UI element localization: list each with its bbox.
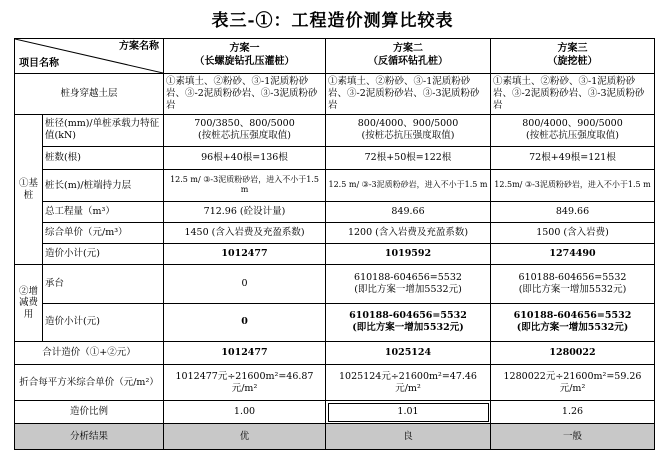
table-cell: 优: [164, 424, 326, 450]
table-cell: 12.5 m/ ③-3泥质粉砂岩，进入不小于1.5 m: [326, 170, 491, 202]
table-cell: 72根+49根=121根: [491, 146, 655, 169]
corner-top-label: 方案名称: [119, 41, 159, 52]
row-label: 桩数(根): [43, 146, 164, 169]
row-label: 合计造价（①+②元）: [15, 341, 164, 364]
table-cell: 712.96 (砼设计量): [164, 201, 326, 222]
table-cell: 72根+50根=122根: [326, 146, 491, 169]
table-row: [15, 341, 655, 364]
table-cell: 1025124: [326, 341, 491, 364]
table-cell: 1012477元÷21600m²=46.87元/m²: [164, 365, 326, 401]
table-cell: 1200 (含入岩费及充盈系数): [326, 223, 491, 244]
table-cell: 610188-604656=5532 (即比方案一增加5532元): [326, 265, 491, 303]
table-row: [15, 303, 655, 341]
table-cell: 1.26: [491, 401, 655, 424]
table-row: [15, 201, 655, 222]
row-label: 造价小计(元): [43, 244, 164, 265]
group-label-foundation: ①基桩: [15, 114, 43, 265]
table-cell: 1280022元÷21600m²=59.26元/m²: [491, 365, 655, 401]
table-cell: ①素填土、②粉砂、③-1泥质粉砂岩、③-2泥质粉砂岩、③-3泥质粉砂岩: [326, 73, 491, 114]
table-cell: 1012477: [164, 341, 326, 364]
group-label-extra: ②增减费用: [15, 265, 43, 341]
table-row: [15, 170, 655, 202]
table-row: [15, 365, 655, 401]
table-row: [15, 401, 655, 424]
row-label: 桩径(mm)/单桩承载力特征值(kN): [43, 114, 164, 146]
table-row: [15, 265, 655, 303]
scheme-header-1: 方案一 （长螺旋钻孔压灌桩）: [164, 39, 326, 74]
row-label: 折合每平方米综合单价（元/m²）: [15, 365, 164, 401]
corner-bottom-label: 项目名称: [19, 58, 59, 70]
table-cell: 610188-604656=5532 (即比方案一增加5532元): [491, 265, 655, 303]
comparison-table: [14, 38, 655, 450]
table-header-row: [15, 39, 655, 74]
table-cell: 12.5 m/ ③-3泥质粉砂岩，进入不小于1.5 m: [164, 170, 326, 202]
row-label: 造价小计(元): [43, 303, 164, 341]
table-cell: 800/4000、900/5000 (按桩芯抗压强度取值): [491, 114, 655, 146]
table-cell: 12.5m/ ③-3泥质粉砂岩，进入不小于1.5 m: [491, 170, 655, 202]
table-cell: 0: [164, 303, 326, 341]
table-cell: 700/3850、800/5000 (按桩芯抗压强度取值): [164, 114, 326, 146]
table-row: [15, 146, 655, 169]
table-cell: 849.66: [491, 201, 655, 222]
table-cell: 0: [164, 265, 326, 303]
scheme-header-3: 方案三 （旋挖桩）: [491, 39, 655, 74]
header-corner-cell: [15, 39, 164, 74]
row-label: 总工程量（m³）: [43, 201, 164, 222]
table-cell: 1019592: [326, 244, 491, 265]
table-row: [15, 73, 655, 114]
scheme-header-2: 方案二 （反循环钻孔桩）: [326, 39, 491, 74]
table-cell: 1012477: [164, 244, 326, 265]
table-cell: 1450 (含入岩费及充盈系数): [164, 223, 326, 244]
table-cell: 1.00: [164, 401, 326, 424]
table-cell: ①素填土、②粉砂、③-1泥质粉砂岩、③-2泥质粉砂岩、③-3泥质粉砂岩: [164, 73, 326, 114]
table-row: [15, 223, 655, 244]
table-row: [15, 424, 655, 450]
table-cell: 610188-604656=5532 (即比方案一增加5532元): [491, 303, 655, 341]
selected-cell[interactable]: 1.01: [326, 401, 491, 424]
row-label: 分析结果: [15, 424, 164, 450]
table-cell: 1274490: [491, 244, 655, 265]
row-label: 桩长(m)/桩端持力层: [43, 170, 164, 202]
table-cell: ①素填土、②粉砂、③-1泥质粉砂岩、③-2泥质粉砂岩、③-3泥质粉砂岩: [491, 73, 655, 114]
table-cell: 96根+40根=136根: [164, 146, 326, 169]
table-cell: 1025124元÷21600m²=47.46元/m²: [326, 365, 491, 401]
table-cell: 一般: [491, 424, 655, 450]
table-row: [15, 244, 655, 265]
page-title: 表三-①：工程造价测算比较表: [211, 11, 454, 31]
table-cell: 1500 (含入岩费): [491, 223, 655, 244]
table-cell: 1280022: [491, 341, 655, 364]
table-cell: 800/4000、900/5000 (按桩芯抗压强度取值): [326, 114, 491, 146]
row-label: 桩身穿越土层: [15, 73, 164, 114]
row-label: 综合单价（元/m³）: [43, 223, 164, 244]
table-row: [15, 114, 655, 146]
table-cell: 良: [326, 424, 491, 450]
row-label: 造价比例: [15, 401, 164, 424]
table-cell: 849.66: [326, 201, 491, 222]
row-label: 承台: [43, 265, 164, 303]
table-cell: 610188-604656=5532 (即比方案一增加5532元): [326, 303, 491, 341]
